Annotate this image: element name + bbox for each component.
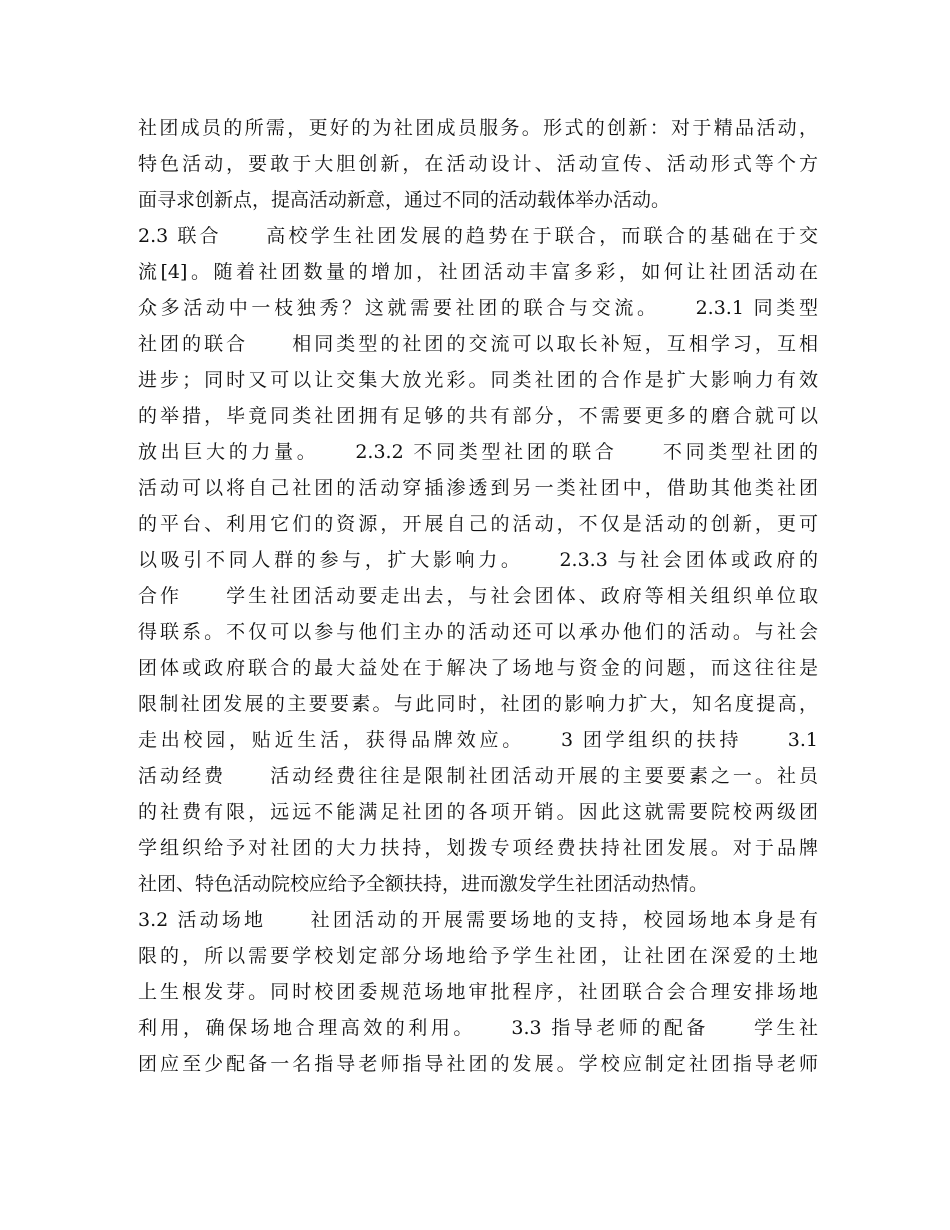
text-line: 以吸引不同人群的参与，扩大影响力。 2.3.3 与社会团体或政府的 (138, 549, 818, 571)
text-line: 社团、特色活动院校应给予全额扶持，进而激发学生社团活动热情。 (138, 873, 709, 895)
text-line: 得联系。不仅可以参与他们主办的活动还可以承办他们的活动。与社会 (138, 621, 818, 643)
text-line: 限制社团发展的主要要素。与此同时，社团的影响力扩大，知名度提高， (138, 693, 818, 715)
text-line: 合作 学生社团活动要走出去，与社会团体、政府等相关组织单位取 (138, 585, 818, 607)
text-line: 社团成员的所需，更好的为社团成员服务。形式的创新：对于精品活动， (138, 117, 818, 139)
text-line: 面寻求创新点，提高活动新意，通过不同的活动载体举办活动。 (138, 189, 671, 211)
text-line: 限的，所以需要学校划定部分场地给予学生社团，让社团在深爱的土地 (138, 945, 818, 967)
text-line: 团体或政府联合的最大益处在于解决了场地与资金的问题，而这往往是 (138, 657, 818, 679)
text-line: 学组织给予对社团的大力扶持，划拨专项经费扶持社团发展。对于品牌 (138, 837, 818, 859)
text-line: 流[4]。随着社团数量的增加，社团活动丰富多彩，如何让社团活动在 (138, 261, 818, 283)
text-line: 利用，确保场地合理高效的利用。 3.3 指导老师的配备 学生社 (138, 1017, 818, 1039)
text-line: 上生根发芽。同时校团委规范场地审批程序，社团联合会合理安排场地 (138, 981, 818, 1003)
text-line: 活动经费 活动经费往往是限制社团活动开展的主要要素之一。社员 (138, 765, 818, 787)
text-line: 社团的联合 相同类型的社团的交流可以取长补短，互相学习，互相 (138, 333, 818, 355)
text-line: 走出校园，贴近生活，获得品牌效应。 3 团学组织的扶持 3.1 (138, 729, 818, 751)
body-text (138, 110, 818, 1082)
text-line: 活动可以将自己社团的活动穿插渗透到另一类社团中，借助其他类社团 (138, 477, 818, 499)
text-line: 团应至少配备一名指导老师指导社团的发展。学校应制定社团指导老师 (138, 1053, 818, 1075)
text-line: 特色活动，要敢于大胆创新，在活动设计、活动宣传、活动形式等个方 (138, 153, 818, 175)
text-line: 2.3 联合 高校学生社团发展的趋势在于联合，而联合的基础在于交 (138, 225, 818, 247)
text-line: 的社费有限，远远不能满足社团的各项开销。因此这就需要院校两级团 (138, 801, 818, 823)
text-line: 的举措，毕竟同类社团拥有足够的共有部分，不需要更多的磨合就可以 (138, 405, 818, 427)
text-line: 的平台、利用它们的资源，开展自己的活动，不仅是活动的创新，更可 (138, 513, 818, 535)
text-line: 进步；同时又可以让交集大放光彩。同类社团的合作是扩大影响力有效 (138, 369, 818, 391)
text-line: 放出巨大的力量。 2.3.2 不同类型社团的联合 不同类型社团的 (138, 441, 818, 463)
text-line: 众多活动中一枝独秀？这就需要社团的联合与交流。 2.3.1 同类型 (138, 297, 818, 319)
text-line: 3.2 活动场地 社团活动的开展需要场地的支持，校园场地本身是有 (138, 909, 818, 931)
